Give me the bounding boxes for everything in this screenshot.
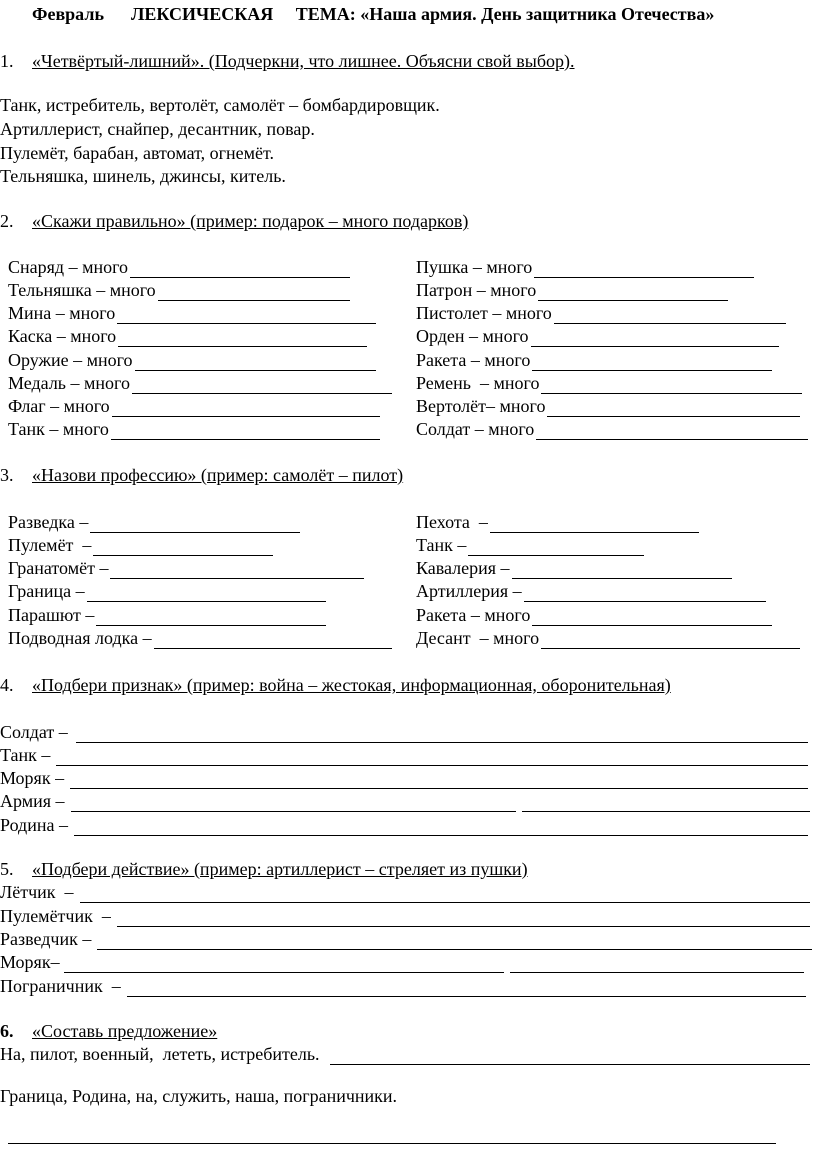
task3-number: 3. [0,465,14,485]
task5-heading [0,859,528,880]
task5-row: Пограничник – [0,976,806,997]
task2-item: Медаль – много [8,373,392,394]
answer-line[interactable] [87,585,326,602]
header-month: Февраль [32,4,104,24]
answer-line[interactable] [554,307,786,324]
answer-line[interactable] [132,377,392,394]
task2-title: «Скажи правильно» (пример: подарок – много подарков) [32,211,469,231]
task1-row: Пулемёт, барабан, автомат, огнемёт. [0,143,275,163]
answer-line[interactable] [154,632,392,649]
task2-item: Оружие – много [8,350,376,371]
task4-row: Армия – [0,791,810,812]
answer-line[interactable] [70,772,808,789]
answer-line[interactable] [158,284,350,301]
task4-row: Солдат – [0,722,808,743]
task2-item: Солдат – много [416,419,808,440]
answer-line[interactable] [117,307,376,324]
answer-line[interactable] [536,423,808,440]
answer-line[interactable] [135,354,376,371]
task2-item: Ремень – много [416,373,802,394]
task2-item: Ракета – много [416,350,772,371]
task3-item: Гранатомёт – [8,558,364,579]
answer-line[interactable] [541,632,800,649]
answer-line[interactable] [127,980,806,997]
task2-item: Вертолёт– много [416,396,800,417]
task6-heading [0,1021,217,1042]
answer-line[interactable] [90,516,300,533]
answer-line[interactable] [547,400,800,417]
task2-number: 2. [0,211,14,231]
answer-line[interactable] [93,539,273,556]
task5-number: 5. [0,859,14,879]
task3-item: Кавалерия – [416,558,732,579]
task3-item: Десант – много [416,628,800,649]
answer-line[interactable] [56,749,808,766]
answer-line[interactable] [534,261,754,278]
task2-item: Пушка – много [416,257,754,278]
task6-row: На, пилот, военный, лететь, истребитель. [0,1044,810,1065]
task4-row: Родина – [0,815,808,836]
task2-item: Снаряд – много [8,257,350,278]
answer-line[interactable] [111,423,380,440]
task1-row: Артиллерист, снайпер, десантник, повар. [0,119,315,139]
answer-line[interactable] [8,1143,776,1144]
answer-line[interactable] [130,261,350,278]
answer-line[interactable] [76,726,808,743]
answer-line[interactable] [532,609,772,626]
answer-line[interactable] [97,933,812,950]
answer-line[interactable] [532,354,772,371]
task1-row: Танк, истребитель, вертолёт, самолёт – бомбардировщик. [0,95,440,115]
task2-heading [0,211,468,232]
answer-line[interactable] [112,400,380,417]
answer-line[interactable] [522,795,810,812]
answer-line[interactable] [490,516,699,533]
task4-row: Моряк – [0,768,808,789]
answer-line[interactable] [531,330,780,347]
task5-row: Лётчик – [0,882,810,903]
task2-item: Пистолет – много [416,303,786,324]
task1-number: 1. [0,51,14,71]
answer-line[interactable] [110,562,364,579]
answer-line[interactable] [71,795,516,812]
task4-row: Танк – [0,745,808,766]
answer-line[interactable] [510,956,804,973]
answer-line[interactable] [538,284,728,301]
task3-item: Разведка – [8,512,300,533]
task3-item: Подводная лодка – [8,628,392,649]
task5-row: Пулемётчик – [0,906,810,927]
task2-item: Каска – много [8,326,367,347]
task2-item: Тельняшка – много [8,280,350,301]
task3-item: Пулемёт – [8,535,273,556]
answer-line[interactable] [117,910,810,927]
page-header [32,4,714,25]
header-topic-label: ЛЕКСИЧЕСКАЯ [130,4,274,24]
answer-line[interactable] [118,330,367,347]
task3-title: «Назови профессию» (пример: самолёт – пилот) [32,465,404,485]
task2-item: Танк – много [8,419,380,440]
task4-heading [0,675,671,696]
task4-number: 4. [0,675,14,695]
answer-line[interactable] [330,1048,810,1065]
task3-item: Парашют – [8,605,326,626]
answer-line[interactable] [96,609,326,626]
task2-item: Флаг – много [8,396,380,417]
task3-item: Артиллерия – [416,581,766,602]
task1-row: Тельняшка, шинель, джинсы, китель. [0,166,286,186]
task2-item: Мина – много [8,303,376,324]
task3-item: Граница – [8,581,326,602]
answer-line[interactable] [468,539,644,556]
task3-item: Ракета – много [416,605,772,626]
task1-heading [0,51,575,72]
task6-title: «Составь предложение» [32,1021,218,1041]
task5-row: Разведчик – [0,929,812,950]
task5-row: Моряк– [0,952,804,973]
task3-item: Танк – [416,535,644,556]
task1-title: «Четвёртый-лишний». (Подчеркни, что лишнее. Объясни свой выбор). [32,51,575,71]
answer-line[interactable] [541,377,802,394]
header-topic: ТЕМА: «Наша армия. День защитника Отечества» [295,4,715,24]
answer-line[interactable] [74,819,808,836]
task2-item: Патрон – много [416,280,728,301]
task3-heading [0,465,403,486]
answer-line[interactable] [512,562,732,579]
task6-number: 6. [0,1021,14,1041]
task2-item: Орден – много [416,326,779,347]
task3-item: Пехота – [416,512,699,533]
task4-title: «Подбери признак» (пример: война – жестокая, информационная, оборонительная) [32,675,671,695]
answer-line[interactable] [524,585,766,602]
task5-title: «Подбери действие» (пример: артиллерист – стреляет из пушки) [32,859,528,879]
task6-row: Граница, Родина, на, служить, наша, пограничники. [0,1086,398,1106]
answer-line[interactable] [80,886,811,903]
answer-line[interactable] [64,956,504,973]
